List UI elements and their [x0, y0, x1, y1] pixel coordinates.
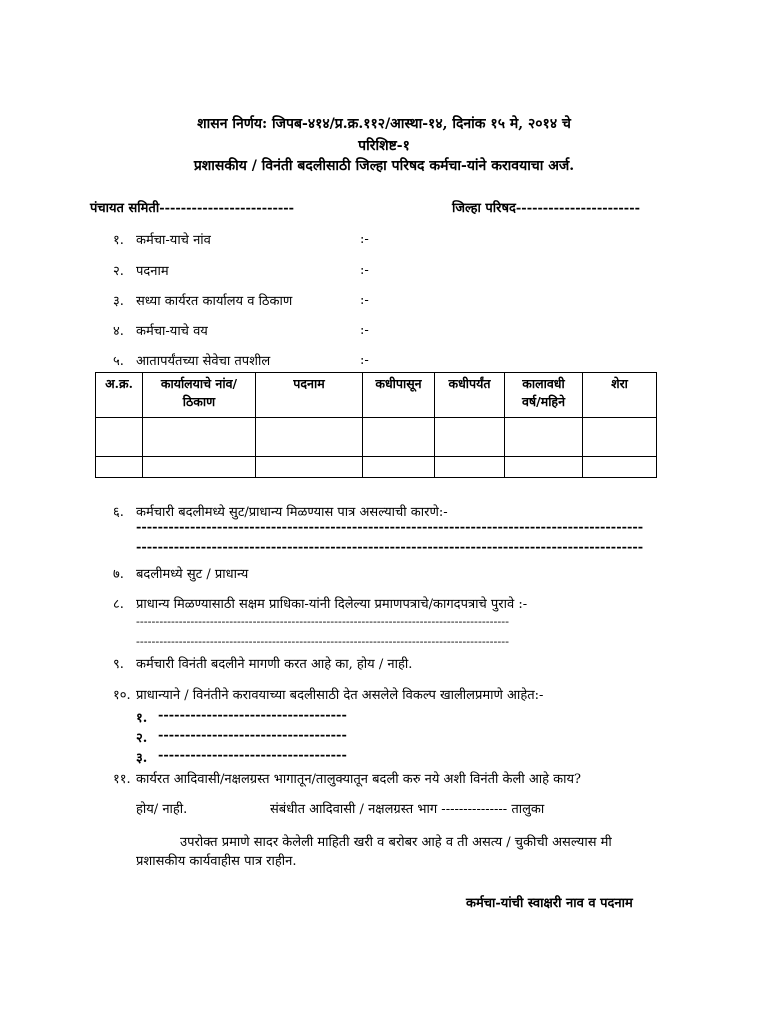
item-separator: :-	[360, 293, 369, 308]
signature-label: कर्मचा-यांची स्वाक्षरी नाव व पदनाम	[466, 896, 633, 911]
table-cell	[505, 457, 583, 478]
item-10-number: १०.	[113, 688, 131, 703]
option-2-number: २.	[136, 731, 148, 746]
table-cell	[583, 418, 657, 457]
item-6-blank-line-2: ----------------------------------------------------------------------------------------------	[136, 540, 644, 555]
table-header-row	[96, 373, 657, 418]
item-separator: :-	[360, 323, 369, 338]
option-1-line: -----------------------------------	[158, 708, 347, 723]
item-6-blank-line-1: ----------------------------------------------------------------------------------------------	[136, 520, 644, 535]
item-number: ५.	[113, 354, 124, 369]
table-cell	[143, 418, 256, 457]
table-cell	[96, 418, 143, 457]
item-8-number: ८.	[113, 597, 124, 612]
item-number: ३.	[113, 294, 124, 309]
item-number: १.	[113, 233, 124, 248]
header-line-1: शासन निर्णय: जिपब-४१४/प्र.क्र.११२/आस्था-१४, दिनांक १५ मे, २०१४ चे	[197, 116, 571, 132]
column-header: कधीपासून	[363, 373, 435, 418]
item-label: सध्या कार्यरत कार्यालय व ठिकाण	[136, 294, 293, 309]
table-cell	[143, 457, 256, 478]
column-header: कालावधी वर्ष/महिने	[505, 373, 583, 418]
item-11-number: ११.	[113, 772, 131, 787]
item-9-number: ९.	[113, 657, 124, 672]
service-details-table	[95, 372, 657, 478]
column-header: कधीपर्यंत	[435, 373, 505, 418]
item-separator: :-	[360, 263, 369, 278]
header-line-2: परिशिष्ट-१	[358, 138, 410, 154]
table-cell	[96, 457, 143, 478]
item-7-number: ७.	[113, 567, 124, 582]
item-10-text: प्राधान्याने / विनंतीने करावयाच्या बदलीसाठी देत असलेले विकल्प खालीलप्रमाणे आहेत:-	[136, 688, 544, 703]
zilla-parishad-field: जिल्हा परिषद-----------------------	[452, 201, 640, 216]
table-cell	[505, 418, 583, 457]
item-number: ४.	[113, 324, 124, 339]
item-separator: :-	[360, 232, 369, 247]
table-row	[96, 457, 657, 478]
column-header: कार्यालयाचे नांव/ठिकाण	[143, 373, 256, 418]
table-cell	[435, 457, 505, 478]
item-11-text: कार्यरत आदिवासी/नक्षलग्रस्त भागातून/तालुक्यातून बदली करु नये अशी विनंती केली आहे काय?	[136, 772, 582, 787]
item-label: पदनाम	[136, 264, 169, 279]
item-separator: :-	[360, 353, 369, 368]
item-11-area: संबंधीत आदिवासी / नक्षलग्रस्त भाग --------------- तालुका	[270, 802, 545, 817]
option-1-number: १.	[136, 711, 148, 726]
item-9-text: कर्मचारी विनंती बदलीने मागणी करत आहे का, होय / नाही.	[136, 657, 413, 672]
item-7-text: बदलीमध्ये सुट / प्राधान्य	[136, 567, 249, 582]
item-8-blank-line-2: ------------------------------------------------------------------------------------------------	[136, 634, 510, 648]
header-line-3: प्रशासकीय / विनंती बदलीसाठी जिल्हा परिषद कर्मचा-यांने करावयाचा अर्ज.	[193, 158, 575, 174]
item-8-text: प्राधान्य मिळण्यासाठी सक्षम प्राधिका-यांनी दिलेल्या प्रमाणपत्राचे/कागदपत्राचे पुरावे :-	[136, 597, 528, 612]
option-3-line: -----------------------------------	[158, 748, 347, 763]
item-number: २.	[113, 264, 124, 279]
item-6-number: ६.	[113, 505, 124, 520]
declaration-line-1: उपरोक्त प्रमाणे सादर केलेली माहिती खरी व बरोबर आहे व ती असत्य / चुकीची असल्यास मी	[180, 835, 612, 850]
item-11-answer: होय/ नाही.	[136, 802, 188, 817]
item-label: कर्मचा-याचे वय	[136, 324, 208, 339]
table-row	[96, 418, 657, 457]
option-2-line: -----------------------------------	[158, 728, 347, 743]
table-cell	[363, 457, 435, 478]
column-header: पदनाम	[256, 373, 363, 418]
column-header: अ.क्र.	[96, 373, 143, 418]
table-cell	[256, 457, 363, 478]
item-label: आतापर्यंतच्या सेवेचा तपशील	[136, 354, 271, 369]
item-8-blank-line-1: ------------------------------------------------------------------------------------------------	[136, 614, 510, 628]
table-cell	[256, 418, 363, 457]
declaration-line-2: प्रशासकीय कार्यवाहीस पात्र राहीन.	[136, 854, 297, 869]
panchayat-samiti-field: पंचायत समिती-------------------------	[90, 201, 295, 216]
table-cell	[363, 418, 435, 457]
item-label: कर्मचा-याचे नांव	[136, 233, 211, 248]
table-cell	[583, 457, 657, 478]
option-3-number: ३.	[136, 751, 148, 766]
column-header: शेरा	[583, 373, 657, 418]
table-cell	[435, 418, 505, 457]
item-6-text: कर्मचारी बदलीमध्ये सुट/प्राधान्य मिळण्यास पात्र असल्याची कारणे:-	[136, 505, 448, 520]
